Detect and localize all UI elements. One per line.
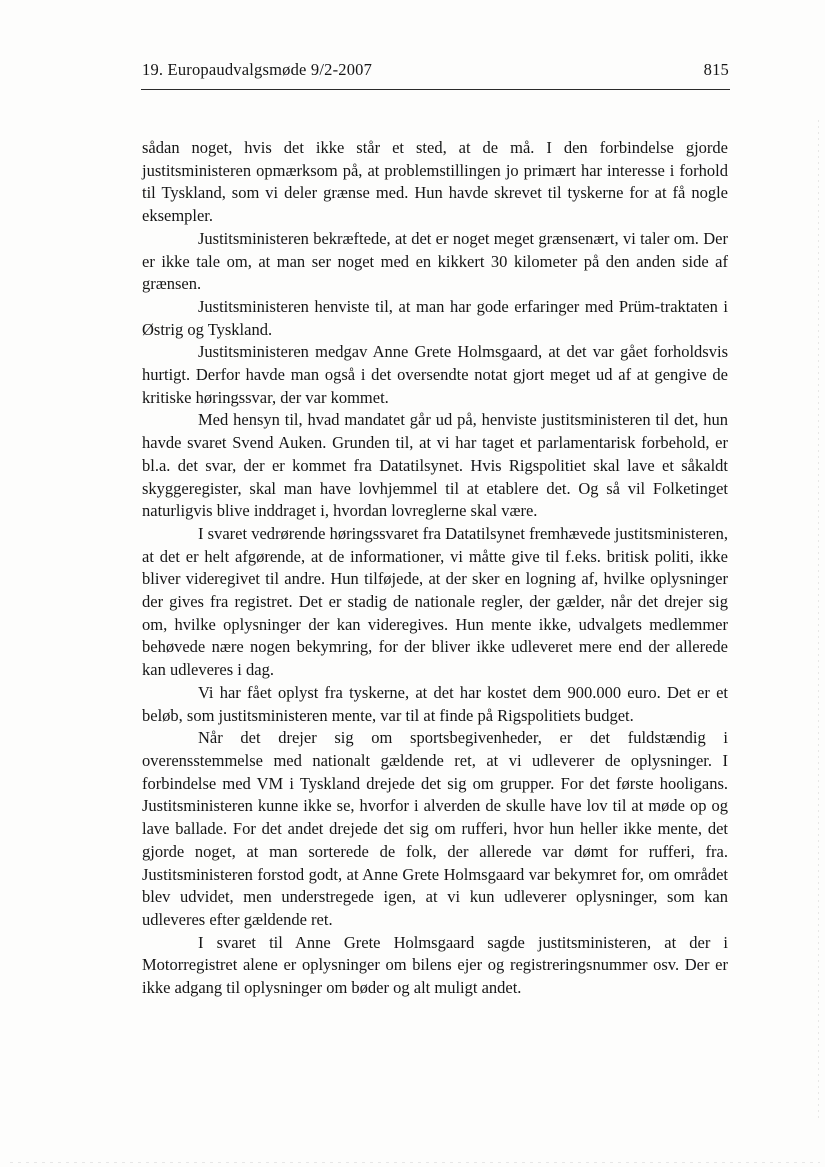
paragraph-7: Vi har fået oplyst fra tyskerne, at det har kostet dem 900.000 euro. Det er et beløb, som justitsministeren mente, var til at finde på Rigspolitiets budget. (142, 682, 728, 725)
paragraph-8: Når det drejer sig om sportsbegivenheder, er det fuldstændig i overensstemmelse med nationalt gældende ret, at vi udleverer de oplysninger. I forbindelse med VM i Tyskland drejede det sig om grupper. For det første hooligans. Justitsministeren kunne ikke se, hvorfor i alverden de skulle have lov til at møde op og lave ballade. For det andet drejede det sig om rufferi, hvor hun heller ikke mente, det gjorde noget, at man sorterede de folk, der allerede var dømt for rufferi, fra. Justitsministeren forstod godt, at Anne Grete Holmsgaard var bekymret for, om området blev udvidet, men understregede igen, at vi kun udleverer oplysninger, som kan udleveres efter gældende ret. (142, 728, 728, 929)
paragraph-4: Justitsministeren medgav Anne Grete Holmsgaard, at det var gået forholdsvis hurtigt. Derfor havde man også i det oversendte notat gjort meget ud af at gengive de kritiske høringssvar, der var kommet. (142, 342, 728, 407)
paragraph-3: Justitsministeren henviste til, at man har gode erfaringer med Prüm-traktaten i Østrig og Tyskland. (142, 296, 728, 339)
paragraph-6: I svaret vedrørende høringssvaret fra Datatilsynet fremhævede justitsministeren, at det er helt afgørende, at de informationer, vi måtte give til f.eks. britisk politi, ikke bliver videregivet til andre. Hun tilføjede, at der sker en logning af, hvilke oplysninger der gives fra registret. Det er stadig de nationale regler, der gælder, når det drejer sig om, hvilke oplysninger der kan videregives. Hun mente ikke, udvalgets medlemmer behøvede nære nogen bekymring, for der bliver ikke udleveret mere end der allerede kan udleveres i dag. (142, 523, 728, 680)
paragraph-5: Med hensyn til, hvad mandatet går ud på, henviste justitsministeren til det, hun havde svaret Svend Auken. Grunden til, at vi har taget et parlamentarisk forbehold, er bl.a. det svar, der er kommet fra Datatilsynet. Hvis Rigspolitiet skal lave et såkaldt skyggeregister, skal man have lovhjemmel til at etablere det. Og så vil Folketinget naturligvis blive inddraget i, hvordan lovreglerne skal være. (142, 410, 728, 521)
body-text (142, 137, 728, 1000)
page-header (142, 60, 729, 86)
paragraph-2: Justitsministeren bekræftede, at det er noget meget grænsenært, vi taler om. Der er ikke tale om, at man ser noget med en kikkert 30 kilometer på den anden side af grænsen. (142, 228, 728, 294)
page-number: 815 (703, 60, 729, 79)
header-rule (141, 89, 730, 90)
header-title: 19. Europaudvalgsmøde 9/2-2007 (142, 60, 373, 79)
paragraph-9: I svaret til Anne Grete Holmsgaard sagde justitsministeren, at der i Motorregistret alene er oplysninger om bilens ejer og registreringsnummer osv. Der er ikke adgang til oplysninger om bøder og alt muligt andet. (142, 932, 728, 998)
scan-edge-mark (818, 120, 819, 1120)
scan-bottom-mark (10, 1162, 820, 1163)
paragraph-1: sådan noget, hvis det ikke står et sted, at de må. I den forbindelse gjorde justitsministeren opmærksom på, at problemstillingen jo primært har interesse i forhold til Tyskland, som vi deler grænse med. Hun havde skrevet til tyskerne for at få nogle eksempler. (142, 138, 728, 226)
